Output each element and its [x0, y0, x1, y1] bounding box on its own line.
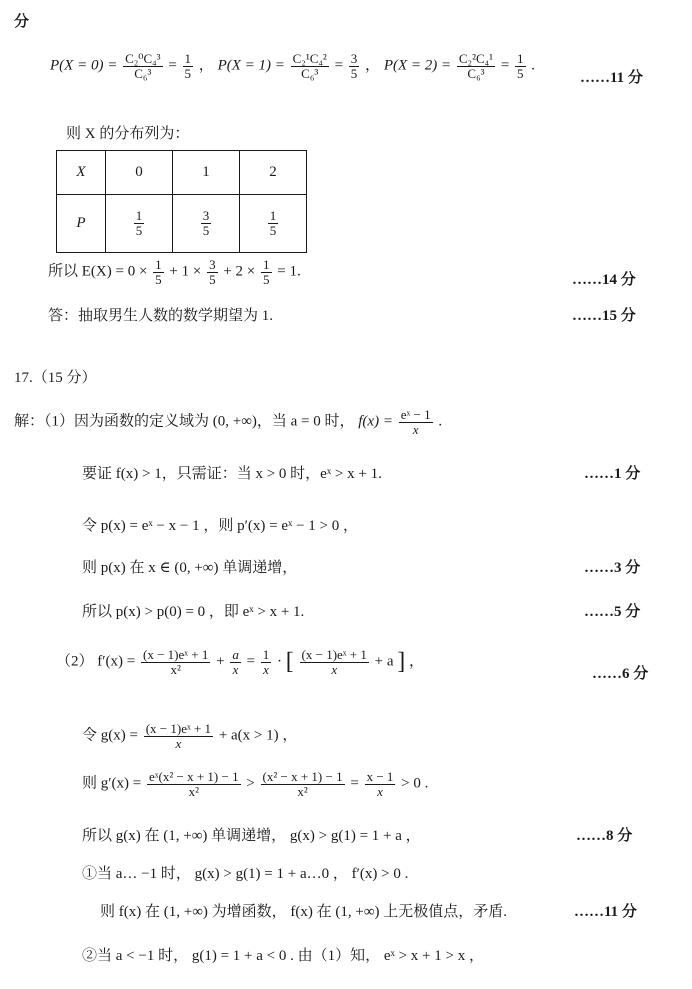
- expectation-line: 所以 E(X) = 0 × $\frac{1}{5}$ + 1 × $\frac{3}{5}$ + 2 × $\frac{1}{5}$ = 1.: [48, 257, 301, 287]
- solution-line-5: 所以 p(x) > p(0) = 0 ，即 eˣ > x + 1.: [82, 604, 305, 620]
- score-5: ……5 分: [584, 604, 641, 620]
- distribution-table: [56, 150, 307, 253]
- table-row: [57, 195, 307, 253]
- p-x1-fraction: $\frac{\text{C₂¹C₄²}}{\text{C₆³}}$: [292, 51, 327, 81]
- probability-line: P(X = 0) = $\frac{\text{C₂⁰C₄³}}{\text{C₆³}}$ = $\frac{1}{5}$ ， P(X = 1) = $\frac{\text{C₂¹C₄²}}{\text{C₆³}}$ = $\frac{3}{5}$ ， P(X = 2) = $\frac{\text{C₂²C₄¹}}{\text{C₆³}}$ = $\frac{1}{5}$ .: [50, 51, 536, 81]
- table-row: [57, 151, 307, 195]
- score-11-b: ……11 分: [574, 904, 637, 920]
- p-x0-label: P(X = 0) =: [50, 57, 118, 74]
- solution-line-9: 所以 g(x) 在 (1, +∞) 单调递增， g(x) > g(1) = 1 + a ，: [82, 828, 421, 844]
- table-cell-x-label: X: [57, 151, 106, 195]
- question-17-title: 17.（15 分）: [14, 370, 97, 386]
- solution-line-12: ②当 a < −1 时， g(1) = 1 + a < 0 . 由（1）知， eˣ > x + 1 > x ，: [82, 948, 484, 964]
- score-1: ……1 分: [584, 466, 641, 482]
- solution-line-1: 解：（1）因为函数的定义域为 (0, +∞)，当 a = 0 时， f(x) = $\frac{\text{eˣ − 1}}{x}$ .: [14, 407, 443, 437]
- p-x2-result: $\frac{1}{5}$: [517, 51, 524, 81]
- p-x2-fraction: $\frac{\text{C₂²C₄¹}}{\text{C₆³}}$: [458, 51, 494, 81]
- answer-line: 答：抽取男生人数的数学期望为 1.: [48, 308, 274, 324]
- score-8: ……8 分: [576, 828, 633, 844]
- p-x0-fraction: $\frac{\text{C₂⁰C₄³}}{\text{C₆³}}$: [125, 51, 161, 81]
- table-cell: 1: [173, 151, 240, 195]
- table-cell: $\frac{3}{5}$: [173, 195, 240, 253]
- table-cell: $\frac{1}{5}$: [240, 195, 307, 253]
- distribution-intro: 则 X 的分布列为：: [66, 126, 190, 142]
- p-x1-label: P(X = 1) =: [217, 57, 285, 74]
- table-cell-p-label: P: [57, 195, 106, 253]
- page-fragment-label: 分: [14, 12, 30, 30]
- p-x1-result: $\frac{3}{5}$: [350, 51, 358, 81]
- solution-line-11: 则 f(x) 在 (1, +∞) 为增函数， f(x) 在 (1, +∞) 上无极值点，矛盾.: [100, 904, 508, 920]
- table-cell: 0: [106, 151, 173, 195]
- score-15: ……15 分: [572, 308, 636, 324]
- table-cell: 2: [240, 151, 307, 195]
- solution-line-7: 令 g(x) = $\frac{\text{(x − 1)eˣ + 1}}{x}$ + a(x > 1) ，: [82, 721, 298, 751]
- solution-line-3: 令 p(x) = eˣ − x − 1 ，则 p′(x) = eˣ − 1 > 0 ，: [82, 518, 359, 534]
- p-x2-label: P(X = 2) =: [383, 57, 452, 74]
- solution-line-6: （2） f′(x) = $\frac{\text{(x − 1)eˣ + 1}}{\text{x²}}$ + $\frac{a}{x}$ = $\frac{1}{x}$ · [ $\frac{\text{(x − 1)eˣ + 1}}{x}$ + a ] ，: [56, 647, 425, 677]
- score-11-a: ……11 分: [580, 70, 643, 86]
- score-6: ……6 分: [592, 666, 649, 682]
- table-cell: $\frac{1}{5}$: [106, 195, 173, 253]
- score-3: ……3 分: [584, 560, 641, 576]
- p-x0-result: $\frac{1}{5}$: [184, 51, 192, 81]
- solution-line-8: 则 g′(x) = $\frac{\text{eˣ(x² − x + 1) − 1}}{\text{x²}}$ > $\frac{\text{(x² − x + 1) − 1}}{\text{x²}}$ = $\frac{x - 1}{x}$ > 0 .: [82, 769, 429, 799]
- solution-line-10: ①当 a… −1 时， g(x) > g(1) = 1 + a…0 ， f′(x) > 0 .: [82, 866, 409, 882]
- solution-line-2: 要证 f(x) > 1，只需证：当 x > 0 时，eˣ > x + 1.: [82, 466, 382, 482]
- solution-line-4: 则 p(x) 在 x ∈ (0, +∞) 单调递增，: [82, 560, 298, 576]
- score-14: ……14 分: [572, 272, 636, 288]
